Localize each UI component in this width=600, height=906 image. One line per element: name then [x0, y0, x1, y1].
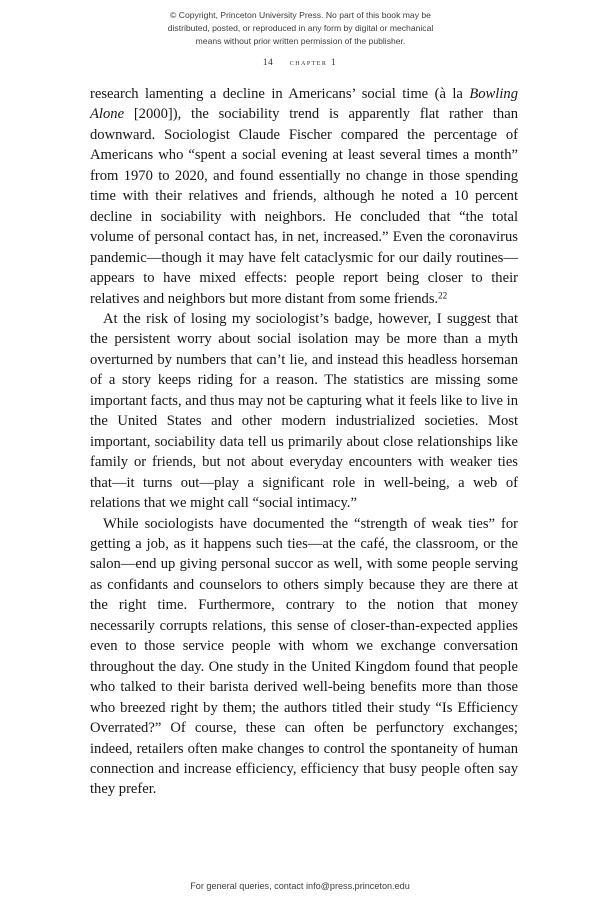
copyright-notice-line-1: © Copyright, Princeton University Press. No part of this book may be [170, 10, 431, 20]
running-head-chapter-label: chapter 1 [289, 57, 338, 67]
paragraph-1: research lamenting a decline in Americans’ social time (à la Bowling Alone [2000]), the sociability trend is apparently flat rather than downward. Sociologist Claude Fischer compared the percentage of Americans who “spent a social evening at least several times a month” from 1970 to 2020, and found essentially no change in those spending time with their relatives and friends, although he noted a 10 percent decline in sociability with neighbors. He concluded that “the total volume of personal contact has, in net, increased.” Even the coronavirus pandemic—though it may have felt cataclysmic for our daily routines—appears to have mixed effects: people report being closer to their relatives and neighbors but more distant from some friends.$^{22}$ [90, 86, 518, 307]
page-folio-number: 14 [262, 57, 274, 67]
body-text-block [90, 84, 518, 800]
page-footer: For general queries, contact info@press.princeton.edu [190, 881, 410, 891]
copyright-notice-line-3: means without prior written permission of the publisher. [195, 36, 406, 47]
paragraph-3: While sociologists have documented the “strength of weak ties” for getting a job, as it happens such ties—at the café, the classroom, or the salon—end up giving personal succor as well, with some people serving as confidants and counselors to others simply because they are there at the right time. Furthermore, contrary to the notion that money necessarily corrupts relations, this sense of closer-than-expected applies even to those service people with whom we exchange conversation throughout the day. One study in the United Kingdom found that people who talked to their barista derived well-being benefits more than those who breezed right by them; the authors titled their study “Is Efficiency Overrated?” Of course, these can often be perfunctory exchanges; indeed, retailers often make changes to control the spontaneity of human connection and increase efficiency, efficiency that busy people often say they prefer. [90, 515, 518, 798]
copyright-notice [128, 9, 473, 49]
italic-title: Bowling Alone [90, 86, 518, 123]
running-head [0, 57, 600, 67]
copyright-notice-line-2: distributed, posted, or reproduced in any form by digital or mechanical [167, 23, 434, 34]
paragraph-2: At the risk of losing my sociologist’s badge, however, I suggest that the persistent worry about social isolation may be more than a myth overturned by numbers that can’t lie, and instead this headless horseman of a story keeps riding for a reason. The statistics are missing some important facts, and thus may not be capturing what it feels like to live in the United States and other modern industrialized societies. Most important, sociability data tell us primarily about close relationships like family or friends, but not about everyday encounters with weaker ties that—it turns out—play a significant role in well-being, a web of relations that we might call “social intimacy.” [90, 310, 518, 512]
footnote-reference[interactable]: 22 [438, 290, 448, 301]
